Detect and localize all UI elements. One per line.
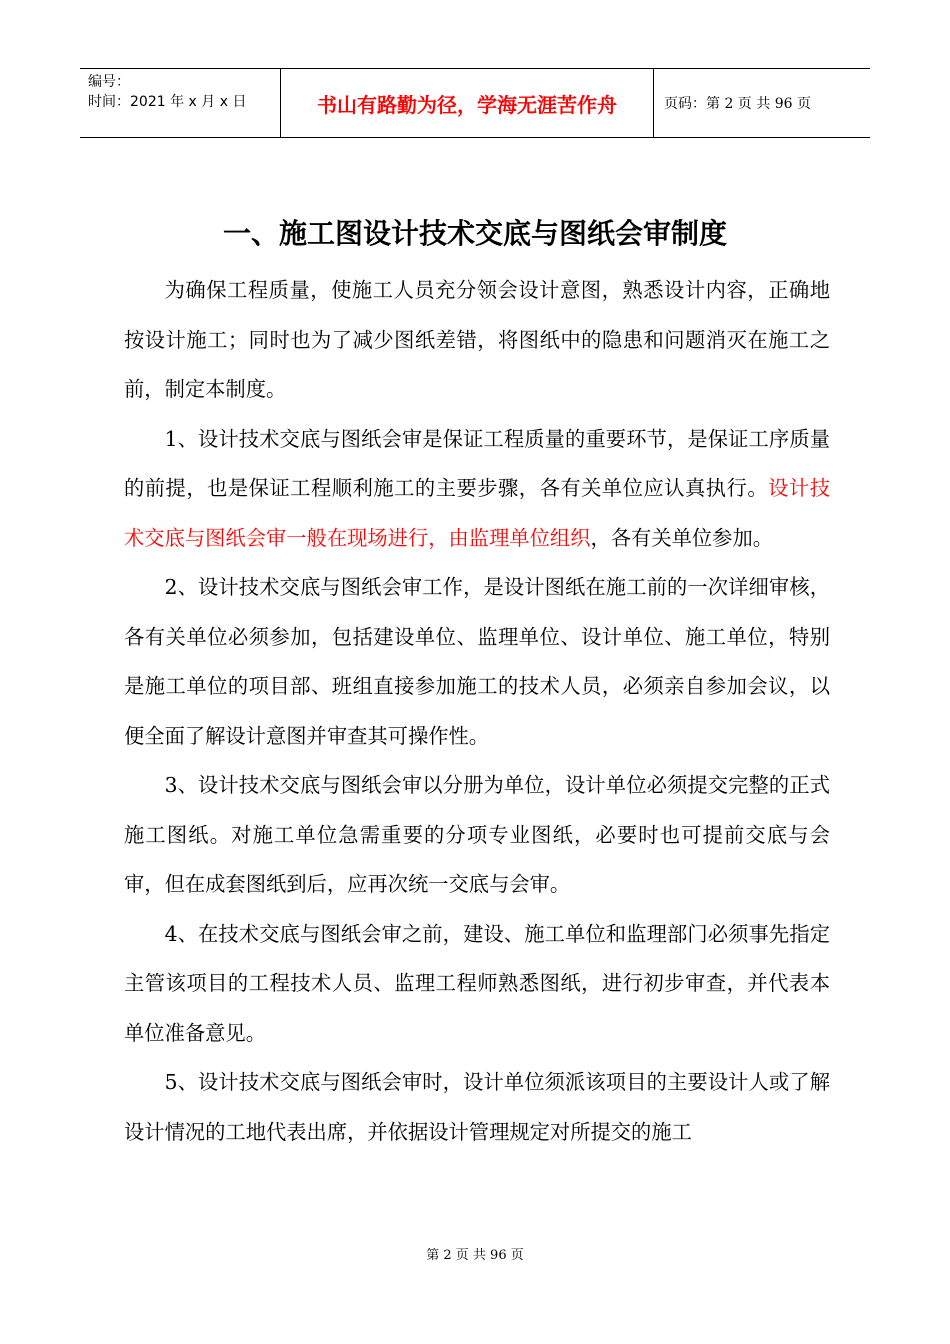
header-motto: 书山有路勤为径，学海无涯苦作舟 xyxy=(281,69,654,137)
clause-1-paragraph xyxy=(124,415,830,564)
page-header xyxy=(80,68,870,138)
clause-1-tail: ，各有关单位参加。 xyxy=(590,525,774,550)
clause-1-highlight: 设计技术交底与图纸会审一般在现场进行，由监理单位组织 xyxy=(124,476,830,550)
document-number-label: 编号： xyxy=(88,74,130,90)
intro-paragraph: 为确保工程质量，使施工人员充分领会设计意图，熟悉设计内容，正确地按设计施工；同时也为了减少图纸差错，将图纸中的隐患和问题消灭在施工之前，制定本制度。 xyxy=(124,278,830,401)
header-meta xyxy=(80,69,281,137)
clause-5-paragraph: 5、设计技术交底与图纸会审时，设计单位须派该项目的主要设计人或了解设计情况的工地代表出席，并依据设计管理规定对所提交的施工 xyxy=(124,1070,830,1144)
document-time-label: 时间：2021 年 x 月 x 日 xyxy=(88,94,247,110)
document-title: 一、施工图设计技术交底与图纸会审制度 xyxy=(222,217,727,250)
clause-1-text: 1、设计技术交底与图纸会审是保证工程质量的重要环节，是保证工序质量的前提，也是保证工程顺利施工的主要步骤，各有关单位应认真执行。 xyxy=(124,426,830,500)
clause-2-paragraph: 2、设计技术交底与图纸会审工作，是设计图纸在施工前的一次详细审核，各有关单位必须参加，包括建设单位、监理单位、设计单位、施工单位，特别是施工单位的项目部、班组直接参加施工的技术人员，必须亲自参加会议，以便全面了解设计意图并审查其可操作性。 xyxy=(124,575,830,748)
document-body xyxy=(124,266,830,1157)
page-footer: 第 2 页 共 96 页 xyxy=(426,1248,524,1263)
header-page-info: 页码：第 2 页 共 96 页 xyxy=(664,96,811,112)
clause-3-paragraph: 3、设计技术交底与图纸会审以分册为单位，设计单位必须提交完整的正式施工图纸。对施工单位急需重要的分项专业图纸，必要时也可提前交底与会审，但在成套图纸到后，应再次统一交底与会审。 xyxy=(124,773,830,896)
clause-4-paragraph: 4、在技术交底与图纸会审之前，建设、施工单位和监理部门必须事先指定主管该项目的工程技术人员、监理工程师熟悉图纸，进行初步审查，并代表本单位准备意见。 xyxy=(124,921,830,1045)
